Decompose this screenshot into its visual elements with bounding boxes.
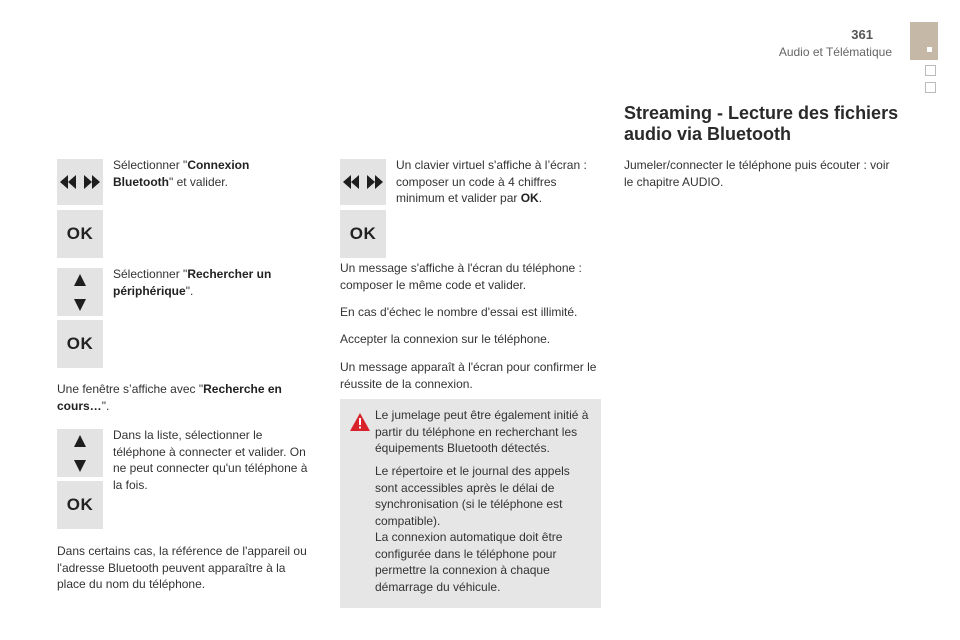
- virtual-keyboard-instruction: Un clavier virtuel s'affiche à l’écran : composer un code à 4 chiffres minimum et valider par OK.: [396, 158, 587, 205]
- chapter-tab: [925, 65, 936, 76]
- streaming-instruction: Jumeler/connecter le téléphone puis écouter : voir le chapitre AUDIO.: [624, 158, 890, 189]
- ok-button-icon: OK: [57, 320, 103, 368]
- step-search-device: Sélectionner "Rechercher un périphérique".: [113, 267, 272, 298]
- ok-button-icon: OK: [57, 481, 103, 529]
- page-number: 361: [851, 27, 873, 42]
- connection-confirmed-message: Un message apparaît à l'écran pour confirmer le réussite de la connexion.: [340, 360, 597, 391]
- note-pairing-from-phone: Le jumelage peut être également initié à partir du téléphone en recherchant les équipements Bluetooth détectés.: [375, 408, 589, 455]
- section-name: Audio et Télématique: [778, 45, 892, 59]
- tab-marker: [927, 47, 932, 52]
- step-select-phone: Dans la liste, sélectionner le téléphone à connecter et valider. On ne peut connecter qu'un téléphone à la fois.: [113, 428, 308, 492]
- search-in-progress-message: Une fenêtre s’affiche avec "Recherche en cours…".: [57, 382, 282, 413]
- up-down-arrows-icon: [57, 429, 103, 477]
- chapter-tab: [925, 82, 936, 93]
- section-title: Streaming - Lecture des fichiers audio via Bluetooth: [624, 103, 899, 144]
- ok-button-icon: OK: [57, 210, 103, 258]
- unlimited-attempts-message: En cas d'échec le nombre d'essai est illimité.: [340, 305, 578, 319]
- bluetooth-address-note: Dans certains cas, la référence de l'appareil ou l'adresse Bluetooth peuvent apparaître à la place du nom du téléphone.: [57, 544, 307, 591]
- ok-button-icon: OK: [340, 210, 386, 258]
- up-down-arrows-icon: [57, 268, 103, 316]
- accept-connection-message: Accepter la connexion sur le téléphone.: [340, 332, 551, 346]
- note-auto-connection: La connexion automatique doit être configurée dans le téléphone pour permettre la connexion à chaque démarrage du véhicule.: [375, 530, 563, 594]
- phone-code-message: Un message s'affiche à l'écran du téléphone : composer le même code et valider.: [340, 261, 582, 292]
- seek-buttons-icon: [57, 159, 103, 205]
- step-select-bluetooth-connection: Sélectionner "Connexion Bluetooth" et valider.: [113, 158, 250, 189]
- seek-buttons-icon: [340, 159, 386, 205]
- note-directory-sync: Le répertoire et le journal des appels sont accessibles après le délai de synchronisation (si le téléphone est compatible).: [375, 464, 570, 528]
- chapter-tab-active: [910, 22, 938, 60]
- warning-icon: [350, 413, 370, 436]
